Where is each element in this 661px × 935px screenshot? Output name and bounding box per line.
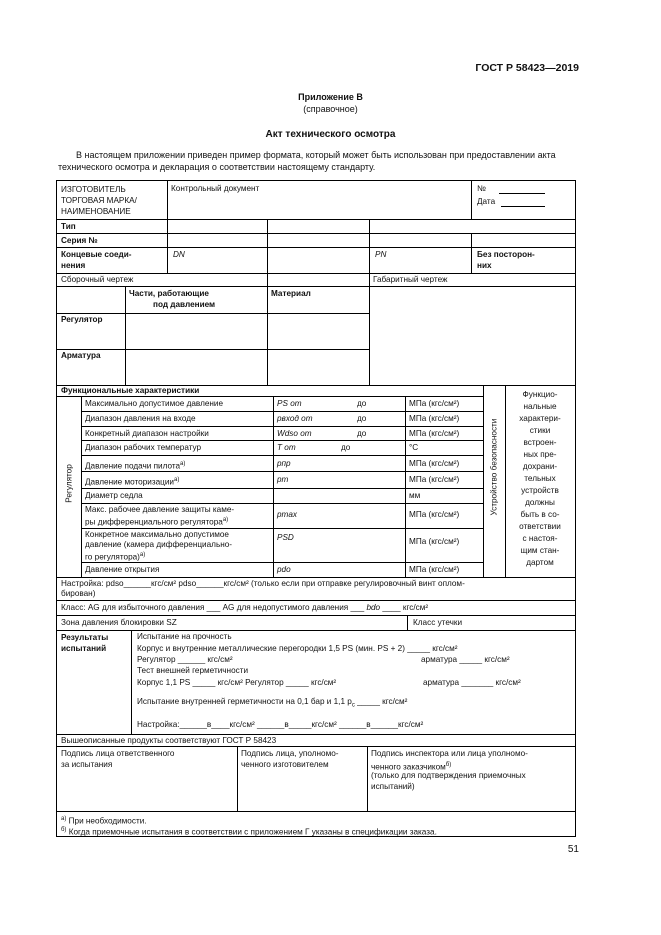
internal-tightness-line: Испытание внутренней герметичности на 0,1 бар и 1,1 $p_с$ _____ кгс/см² xyxy=(137,697,408,709)
external-tightness-label: Тест внешней герметичности xyxy=(137,666,249,675)
lock-zone-label: Зона давления блокировки SZ xyxy=(61,618,177,627)
signature-manufacturer-label: Подпись лица, уполномо- xyxy=(241,749,339,758)
appendix-title: Приложение В xyxy=(298,92,363,102)
type-label: Тип xyxy=(61,222,76,231)
footnote-b: $^{б)}$ Когда приемочные испытания в соответствии с приложением Г указаны в спецификации заказа. xyxy=(61,827,437,837)
row-temperature: Диапазон рабочих температур xyxy=(85,443,202,452)
trademark-label: ТОРГОВАЯ МАРКА/ xyxy=(61,196,137,205)
no-extra-label: Без посторон- xyxy=(477,250,535,259)
row-opening-pressure: Давление открытия xyxy=(85,565,160,574)
functional-title: Функциональные характеристики xyxy=(61,386,200,395)
material-label: Материал xyxy=(271,289,311,298)
assembly-drawing-label: Сборочный чертеж xyxy=(61,275,134,284)
parts-pressure-label: Части, работающие xyxy=(129,289,209,298)
manufacturer-label: ИЗГОТОВИТЕЛЬ xyxy=(61,185,126,194)
leak-class-label: Класс утечки xyxy=(413,618,463,627)
strength-test-label: Испытание на прочность xyxy=(137,632,232,641)
regulator-label: Регулятор xyxy=(61,315,103,324)
row-inlet-range: Диапазон давления на входе xyxy=(85,414,196,423)
document-standard: ГОСТ Р 58423—2019 xyxy=(475,62,579,74)
class-line: Класс: AG для избыточного давления ___ AG для недопустимого давления ___ bdo ____ кгс/см² xyxy=(61,603,429,612)
row-setting-range: Конкретный диапазон настройки xyxy=(85,429,209,438)
row-max-pressure: Максимально допустимое давление xyxy=(85,399,224,408)
end-connections-label: Концевые соеди- xyxy=(61,250,132,259)
row-motor-pressure: Давление моторизации$^{а)}$ xyxy=(85,477,180,487)
regulator-line: Регулятор ______ кгс/см² xyxy=(137,655,233,664)
regulator-vertical-label: Регулятор xyxy=(64,464,74,503)
settings-line: Настройка: pdso______кгс/см² pdso______кгс/см² (только если при отправке регулировочный винт оплом- xyxy=(61,579,465,588)
intro-paragraph: В настоящем приложении приведен пример формата, который может быть использован при предоставлении акта технического осмотра и декларация о соответствии настоящему стандарту. xyxy=(58,150,556,172)
control-document-label: Контрольный документ xyxy=(171,184,260,193)
pn-label: PN xyxy=(375,250,387,259)
body-line: Корпус и внутренние металлические перегородки 1,5 PS (мин. PS + 2) _____ кгс/см² xyxy=(137,644,458,653)
name-label: НАИМЕНОВАНИЕ xyxy=(61,207,131,216)
body-11-line: Корпус 1,1 PS _____ кгс/см² Регулятор _____ кгс/см² xyxy=(137,678,337,687)
safety-device-vertical-label: Устройство безопасности xyxy=(489,418,499,516)
signature-inspector-label: Подпись инспектора или лица уполномо- xyxy=(371,749,528,758)
appendix-subtitle: (справочное) xyxy=(303,104,358,114)
functional-note: Функцио- нальные характери- стики встроен- ных пре- дохрани- тельных устройств должны быть в со- ответствии с настоя- щим стан- дартом xyxy=(519,390,561,567)
serial-label: Серия № xyxy=(61,236,98,245)
page-number: 51 xyxy=(567,844,579,855)
conformity-statement: Вышеописанные продукты соответствуют ГОСТ Р 58423 xyxy=(61,736,277,745)
row-psd: Конкретное максимально допустимое xyxy=(85,530,229,539)
inspection-form: ИЗГОТОВИТЕЛЬ ТОРГОВАЯ МАРКА/ НАИМЕНОВАНИЕ Контрольный документ № Дата Тип Серия № Концевые соеди- нения DN PN Без посторон- них Сборочный чертеж Габаритный чертеж Части, работающие под давлением Материал Регулятор Арматура Функциональные характеристики Регулятор Устройство безопасности Функцио- нальные характери- стики встроен- ных пре- дохрани- тельных устройств должны быть в со- ответствии с настоя- щим стан- дартом Максимально допустимое давление PS от до МПа (кгс/см²) Диапазон давления на входе pвход от до МПа (кгс/см²) Конкретный диапазон настройки Wdso от до МПа (кгс/см²) Диапазон рабочих температур T от до °С Давление подачи пилота$^{а)}$ pпр МПа (кгс/см²) Давление моторизации$^{а)}$ pm МПа (кгс/см²) Диаметр седла мм Макс. рабочее давление защиты каме- ры дифференциального регулятора$^{а)}$ pmax МПа (кгс/см²) Конкретное максимально допустимое давление (камера дифференциально- го регулятора)$^{а)}$ PSD МПа (кгс/см²) Давление открытия pdo МПа (кгс/см²) Настройка: pdso______кгс/см² pdso______кгс/см² (только если при отправке регулировочный винт оплом- бирован) Класс: AG для избыточного давления ___ AG для недопустимого давления ___ bdo ____ кгс/см² Зона давления блокировки SZ Класс утечки Результаты испытаний Испытание на прочность Корпус и внутренние металлические перегородки 1,5 PS (мин. PS + 2) _____ кгс/см² Регулятор ______ кгс/см² арматура _____ кгс/см² Тест внешней герметичности Корпус 1,1 PS _____ кгс/см² Регулятор _____ кгс/см² арматура _______ кгс/см² Испытание внутренней герметичности на 0,1 бар и 1,1 $p_с$ _____ кгс/см² Настройка:______в____кгс/см² ______в_____кгс/см² ______в______кгс/см² Вышеописанные продукты соответствуют ГОСТ Р 58423 Подпись лица ответственного за испытания Подпись лица, уполномо- ченного изготовителем Подпись инспектора или лица уполномо- ченного заказчиком$^{б)}$ (только для подтверждения приемочных испытаний) $^{а)}$ При необходимости. $^{б)}$ Когда приемочные испытания в соответствии с приложением Г указаны в спецификации заказа. xyxy=(56,180,576,837)
setting-values-line: Настройка:______в____кгс/см² ______в_____кгс/см² ______в______кгс/см² xyxy=(137,720,424,729)
row-max-chamber-pressure: Макс. рабочее давление защиты каме- xyxy=(85,505,235,514)
fittings-2-line: арматура _______ кгс/см² xyxy=(423,678,521,687)
fittings-line: арматура _____ кгс/см² xyxy=(421,655,510,664)
date-label: Дата xyxy=(477,197,496,206)
results-label: Результаты xyxy=(61,633,109,642)
footnote-a: $^{а)}$ При необходимости. xyxy=(61,816,147,826)
signature-tester-label: Подпись лица ответственного xyxy=(61,749,175,758)
fittings-label: Арматура xyxy=(61,351,101,360)
appendix-heading: Акт технического осмотра xyxy=(265,129,396,140)
number-label: № xyxy=(477,184,486,193)
row-seat-diameter: Диаметр седла xyxy=(85,491,143,500)
row-pilot-pressure: Давление подачи пилота$^{а)}$ xyxy=(85,461,186,471)
dn-label: DN xyxy=(173,250,185,259)
dimension-drawing-label: Габаритный чертеж xyxy=(373,275,448,284)
